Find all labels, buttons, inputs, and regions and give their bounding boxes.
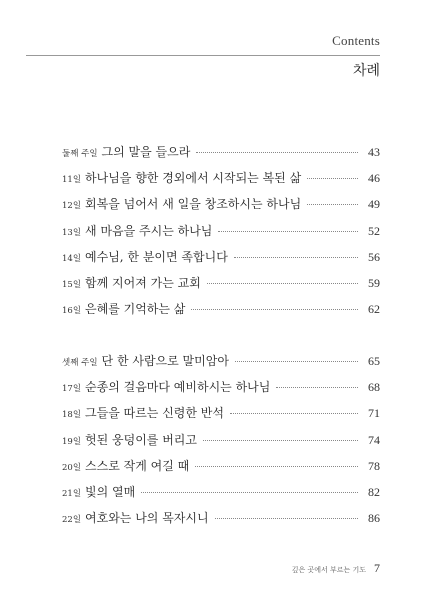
toc-entry [62, 457, 380, 483]
entry-day: 16일 [62, 306, 82, 317]
dot-leader [234, 257, 358, 258]
entry-page: 59 [368, 275, 380, 290]
entry-page: 78 [368, 458, 380, 473]
page-footer [292, 561, 380, 576]
entry-title: 함께 지어져 가는 교회 [85, 275, 201, 290]
entry-page: 68 [368, 380, 380, 395]
toc-entry [62, 222, 380, 248]
entry-day: 18일 [62, 410, 82, 421]
entry-page: 46 [368, 171, 380, 186]
entry-page: 49 [368, 197, 380, 212]
entry-title: 빛의 열매 [85, 484, 136, 499]
toc-entry [62, 404, 380, 430]
entry-page: 43 [368, 145, 380, 159]
toc-entry [62, 274, 380, 300]
entry-title: 하나님을 향한 경외에서 시작되는 복된 삶 [85, 171, 302, 186]
toc-entry [62, 509, 380, 535]
entry-day: 11일 [62, 175, 82, 186]
entry-day: 12일 [62, 201, 82, 212]
dot-leader [196, 152, 358, 153]
dot-leader [235, 361, 358, 362]
toc-entry [62, 143, 380, 169]
entry-day: 17일 [62, 384, 82, 395]
toc-entry [62, 483, 380, 509]
entry-title: 예수님, 한 분이면 족합니다 [85, 249, 228, 264]
entry-title: 새 마음을 주시는 하나님 [85, 223, 213, 238]
dot-leader [215, 518, 358, 519]
entry-title: 은혜를 기억하는 삶 [85, 302, 186, 317]
entry-page: 86 [368, 511, 380, 526]
header-korean-title: 차례 [352, 63, 380, 79]
entry-page: 74 [368, 432, 380, 447]
entry-day: 21일 [62, 488, 82, 499]
dot-leader [276, 387, 358, 388]
header-rule [26, 55, 380, 56]
dot-leader [207, 283, 358, 284]
entry-day: 둘째 주일 [62, 149, 98, 159]
dot-leader [203, 440, 358, 441]
entry-page: 65 [368, 354, 380, 368]
entry-page: 62 [368, 302, 380, 317]
entry-title: 순종의 걸음마다 예비하시는 하나님 [85, 380, 271, 395]
toc-entry [62, 352, 380, 378]
dot-leader [195, 466, 358, 467]
entry-day: 15일 [62, 279, 82, 290]
entry-title: 헛된 웅덩이를 버리고 [85, 432, 197, 447]
toc-entry [62, 431, 380, 457]
entry-day: 14일 [62, 253, 82, 264]
page-header [332, 33, 380, 49]
entry-page: 71 [368, 406, 380, 421]
dot-leader [141, 492, 358, 493]
entry-title: 회복을 넘어서 새 일을 창조하시는 하나님 [85, 197, 302, 212]
dot-leader [307, 204, 358, 205]
toc-entry [62, 300, 380, 326]
book-title: 깊은 곳에서 부르는 기도 [291, 566, 366, 574]
header-english-title: Contents [332, 33, 380, 48]
entry-day: 22일 [62, 515, 82, 526]
dot-leader [307, 178, 358, 179]
dot-leader [230, 413, 358, 414]
dot-leader [218, 231, 358, 232]
entry-page: 56 [368, 249, 380, 264]
toc-entry [62, 169, 380, 195]
entry-day: 셋째 주일 [62, 358, 98, 368]
entry-title: 스스로 작게 여길 때 [85, 458, 190, 473]
page-number: 7 [374, 561, 380, 575]
toc-section-3 [62, 352, 380, 535]
entry-day: 13일 [62, 227, 82, 238]
entry-page: 52 [368, 223, 380, 238]
entry-day: 20일 [62, 462, 82, 473]
entry-day: 19일 [62, 436, 82, 447]
toc-entry [62, 248, 380, 274]
dot-leader [191, 309, 358, 310]
entry-title: 단 한 사람으로 말미암아 [101, 354, 229, 368]
entry-title: 그들을 따르는 신령한 반석 [85, 406, 224, 421]
entry-page: 82 [368, 484, 380, 499]
toc-section-2 [62, 143, 380, 326]
toc-entry [62, 378, 380, 404]
entry-title: 여호와는 나의 목자시니 [85, 511, 209, 526]
entry-title: 그의 말을 들으라 [101, 145, 191, 159]
toc-entry [62, 195, 380, 221]
